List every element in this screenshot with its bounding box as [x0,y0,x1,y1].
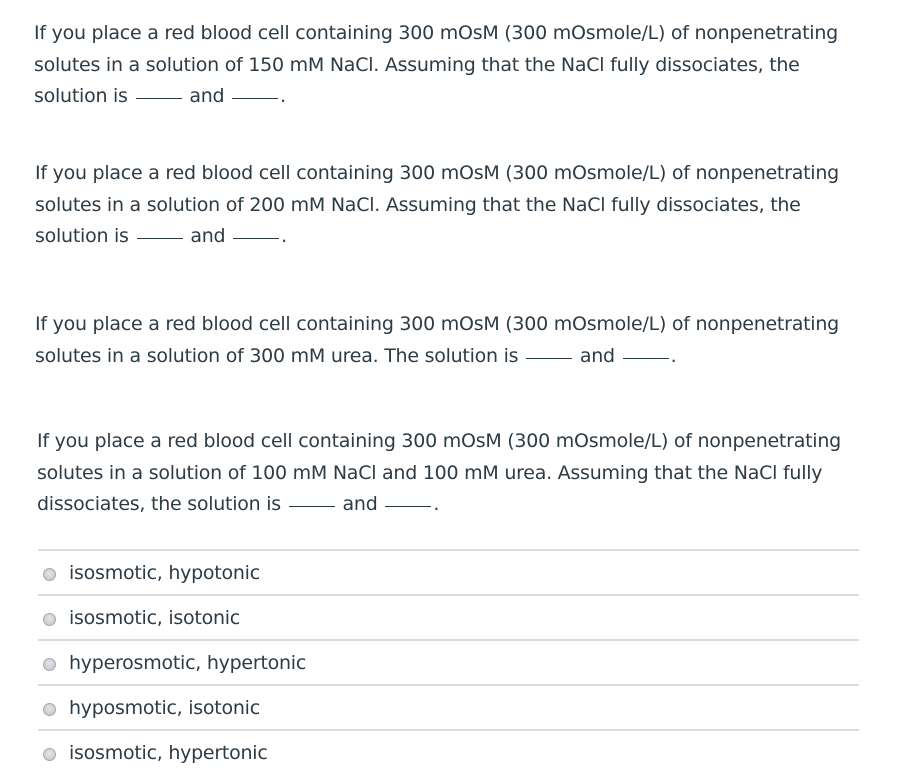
question-tail-mid: and [190,225,226,247]
answer-blank [289,505,335,507]
question-line: If you place a red blood cell containing 300 mOsM (300 mOsmole/L) of nonpenetrating [35,313,839,335]
answer-choice[interactable] [38,729,859,774]
question-tail-end: . [670,344,677,367]
radio-button[interactable] [43,658,56,671]
question-tail-prefix: solution is [34,85,128,107]
question-tail-prefix: solution is [35,225,129,247]
answer-blank [623,357,669,359]
question-tail-prefix: dissociates, the solution is [37,493,281,515]
question-2 [35,158,839,253]
answer-choice-label[interactable]: isosmotic, hypertonic [69,741,268,764]
question-tail-end: . [433,493,440,515]
answer-blank [233,237,279,239]
question-line: solutes in a solution of 200 mM NaCl. Assuming that the NaCl fully dissociates, the [35,193,801,216]
answer-choice-label[interactable]: hyperosmotic, hypertonic [69,651,307,674]
radio-button[interactable] [43,703,56,716]
question-tail-line [37,489,841,521]
question-tail-line [35,221,839,253]
question-line: solutes in a solution of 150 mM NaCl. Assuming that the NaCl fully dissociates, the [34,53,800,76]
question-1 [34,18,838,113]
question-tail-end: . [281,225,287,247]
answer-blank [232,97,278,99]
answer-blank [137,237,183,239]
question-tail-mid: and [579,344,615,367]
answer-choice-label[interactable]: isosmotic, hypotonic [69,561,260,584]
answer-choice[interactable] [38,639,859,684]
question-tail-mid: and [342,493,378,515]
question-4 [37,426,841,521]
answer-choice-label[interactable]: hyposmotic, isotonic [69,696,260,719]
answer-choice-label[interactable]: isosmotic, isotonic [69,606,240,629]
question-tail-end: . [280,85,286,107]
question-tail-line [35,341,839,373]
question-line: solutes in a solution of 100 mM NaCl and 100 mM urea. Assuming that the NaCl fully [37,461,823,484]
radio-button[interactable] [43,748,56,761]
question-tail-prefix: solutes in a solution of 300 mM urea. The solution is [35,344,519,367]
answer-choice[interactable] [38,549,859,594]
question-tail-line [34,81,838,113]
question-line: If you place a red blood cell containing 300 mOsM (300 mOsmole/L) of nonpenetrating [37,430,841,452]
answer-blank [385,505,431,507]
radio-button[interactable] [43,613,56,626]
radio-button[interactable] [43,568,56,581]
answer-blank [526,357,572,359]
question-3 [35,309,839,372]
answer-blank [136,97,182,99]
answer-choice[interactable] [38,594,859,639]
question-line: If you place a red blood cell containing 300 mOsM (300 mOsmole/L) of nonpenetrating [34,22,838,44]
answer-choice[interactable] [38,684,859,729]
question-tail-mid: and [189,85,225,107]
answer-choices [38,549,859,774]
question-line: If you place a red blood cell containing 300 mOsM (300 mOsmole/L) of nonpenetrating [35,162,839,184]
